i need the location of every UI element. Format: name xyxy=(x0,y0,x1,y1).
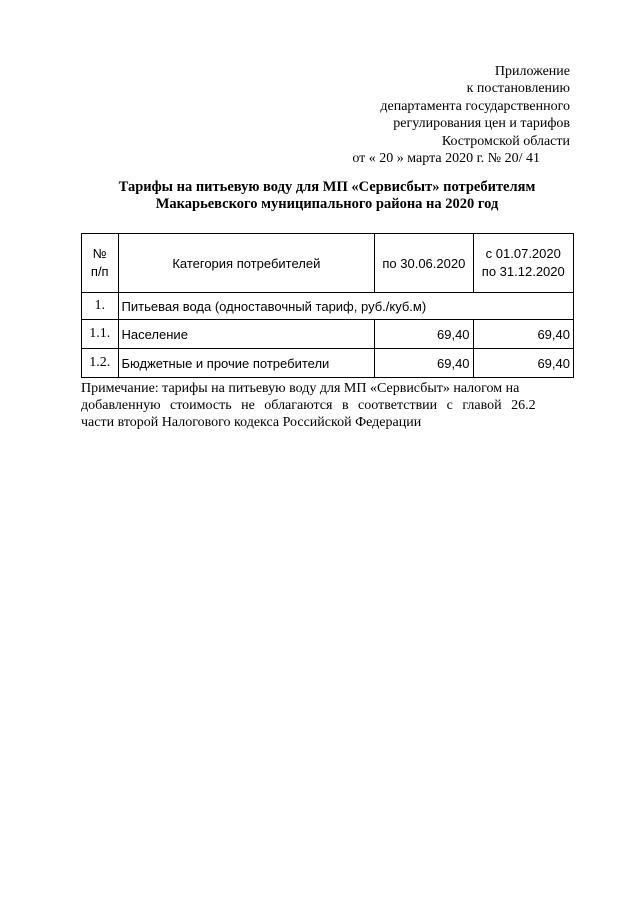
appendix-ref-line: к постановлению xyxy=(466,81,570,97)
footnote xyxy=(81,380,574,431)
header-period-2 xyxy=(473,234,573,293)
appendix-date-line: от « 20 » марта 2020 г. № 20/ 41 xyxy=(352,151,540,167)
table-header-row xyxy=(82,234,574,293)
appendix-header xyxy=(270,63,570,167)
row-period-2-value: 69,40 xyxy=(473,349,573,378)
table-row xyxy=(82,349,574,378)
row-period-1-value: 69,40 xyxy=(375,349,473,378)
appendix-region-line: Костромской области xyxy=(441,133,570,149)
row-category: Бюджетные и прочие потребители xyxy=(118,349,375,378)
row-category: Население xyxy=(118,320,375,349)
footnote-line-2: добавленную стоимость не облагаются в соответствии с главой 26.2 xyxy=(81,398,536,413)
header-num xyxy=(82,234,119,293)
section-label: Питьевая вода (одноставочный тариф, руб./куб.м) xyxy=(118,293,573,320)
header-num-symbol: № xyxy=(92,246,107,261)
appendix-label: Приложение xyxy=(494,64,570,79)
row-num: 1.1. xyxy=(82,320,119,349)
appendix-regulation-line: регулирования цен и тарифов xyxy=(393,116,570,132)
table-section-row xyxy=(82,293,574,320)
header-category: Категория потребителей xyxy=(118,234,375,293)
title-line-2: Макарьевского муниципального района на 2020 год xyxy=(155,196,499,212)
row-period-1-value: 69,40 xyxy=(375,320,473,349)
document-title xyxy=(80,179,574,213)
table-row xyxy=(82,320,574,349)
header-num-abbr: п/п xyxy=(90,264,109,279)
title-line-1: Тарифы на питьевую воду для МП «Сервисбыт» потребителям xyxy=(118,179,536,195)
row-num: 1.2. xyxy=(82,349,119,378)
tariff-table xyxy=(81,233,574,378)
appendix-dept-line: департамента государственного xyxy=(380,98,570,114)
footnote-line-1: Примечание: тарифы на питьевую воду для МП «Сервисбыт» налогом на xyxy=(81,381,520,396)
header-period-1: по 30.06.2020 xyxy=(375,234,473,293)
section-num: 1. xyxy=(82,293,119,320)
header-period-2-from: с 01.07.2020 xyxy=(485,246,561,261)
header-period-2-to: по 31.12.2020 xyxy=(481,264,565,279)
footnote-line-3: части второй Налогового кодекса Российской Федерации xyxy=(81,415,422,430)
row-period-2-value: 69,40 xyxy=(473,320,573,349)
